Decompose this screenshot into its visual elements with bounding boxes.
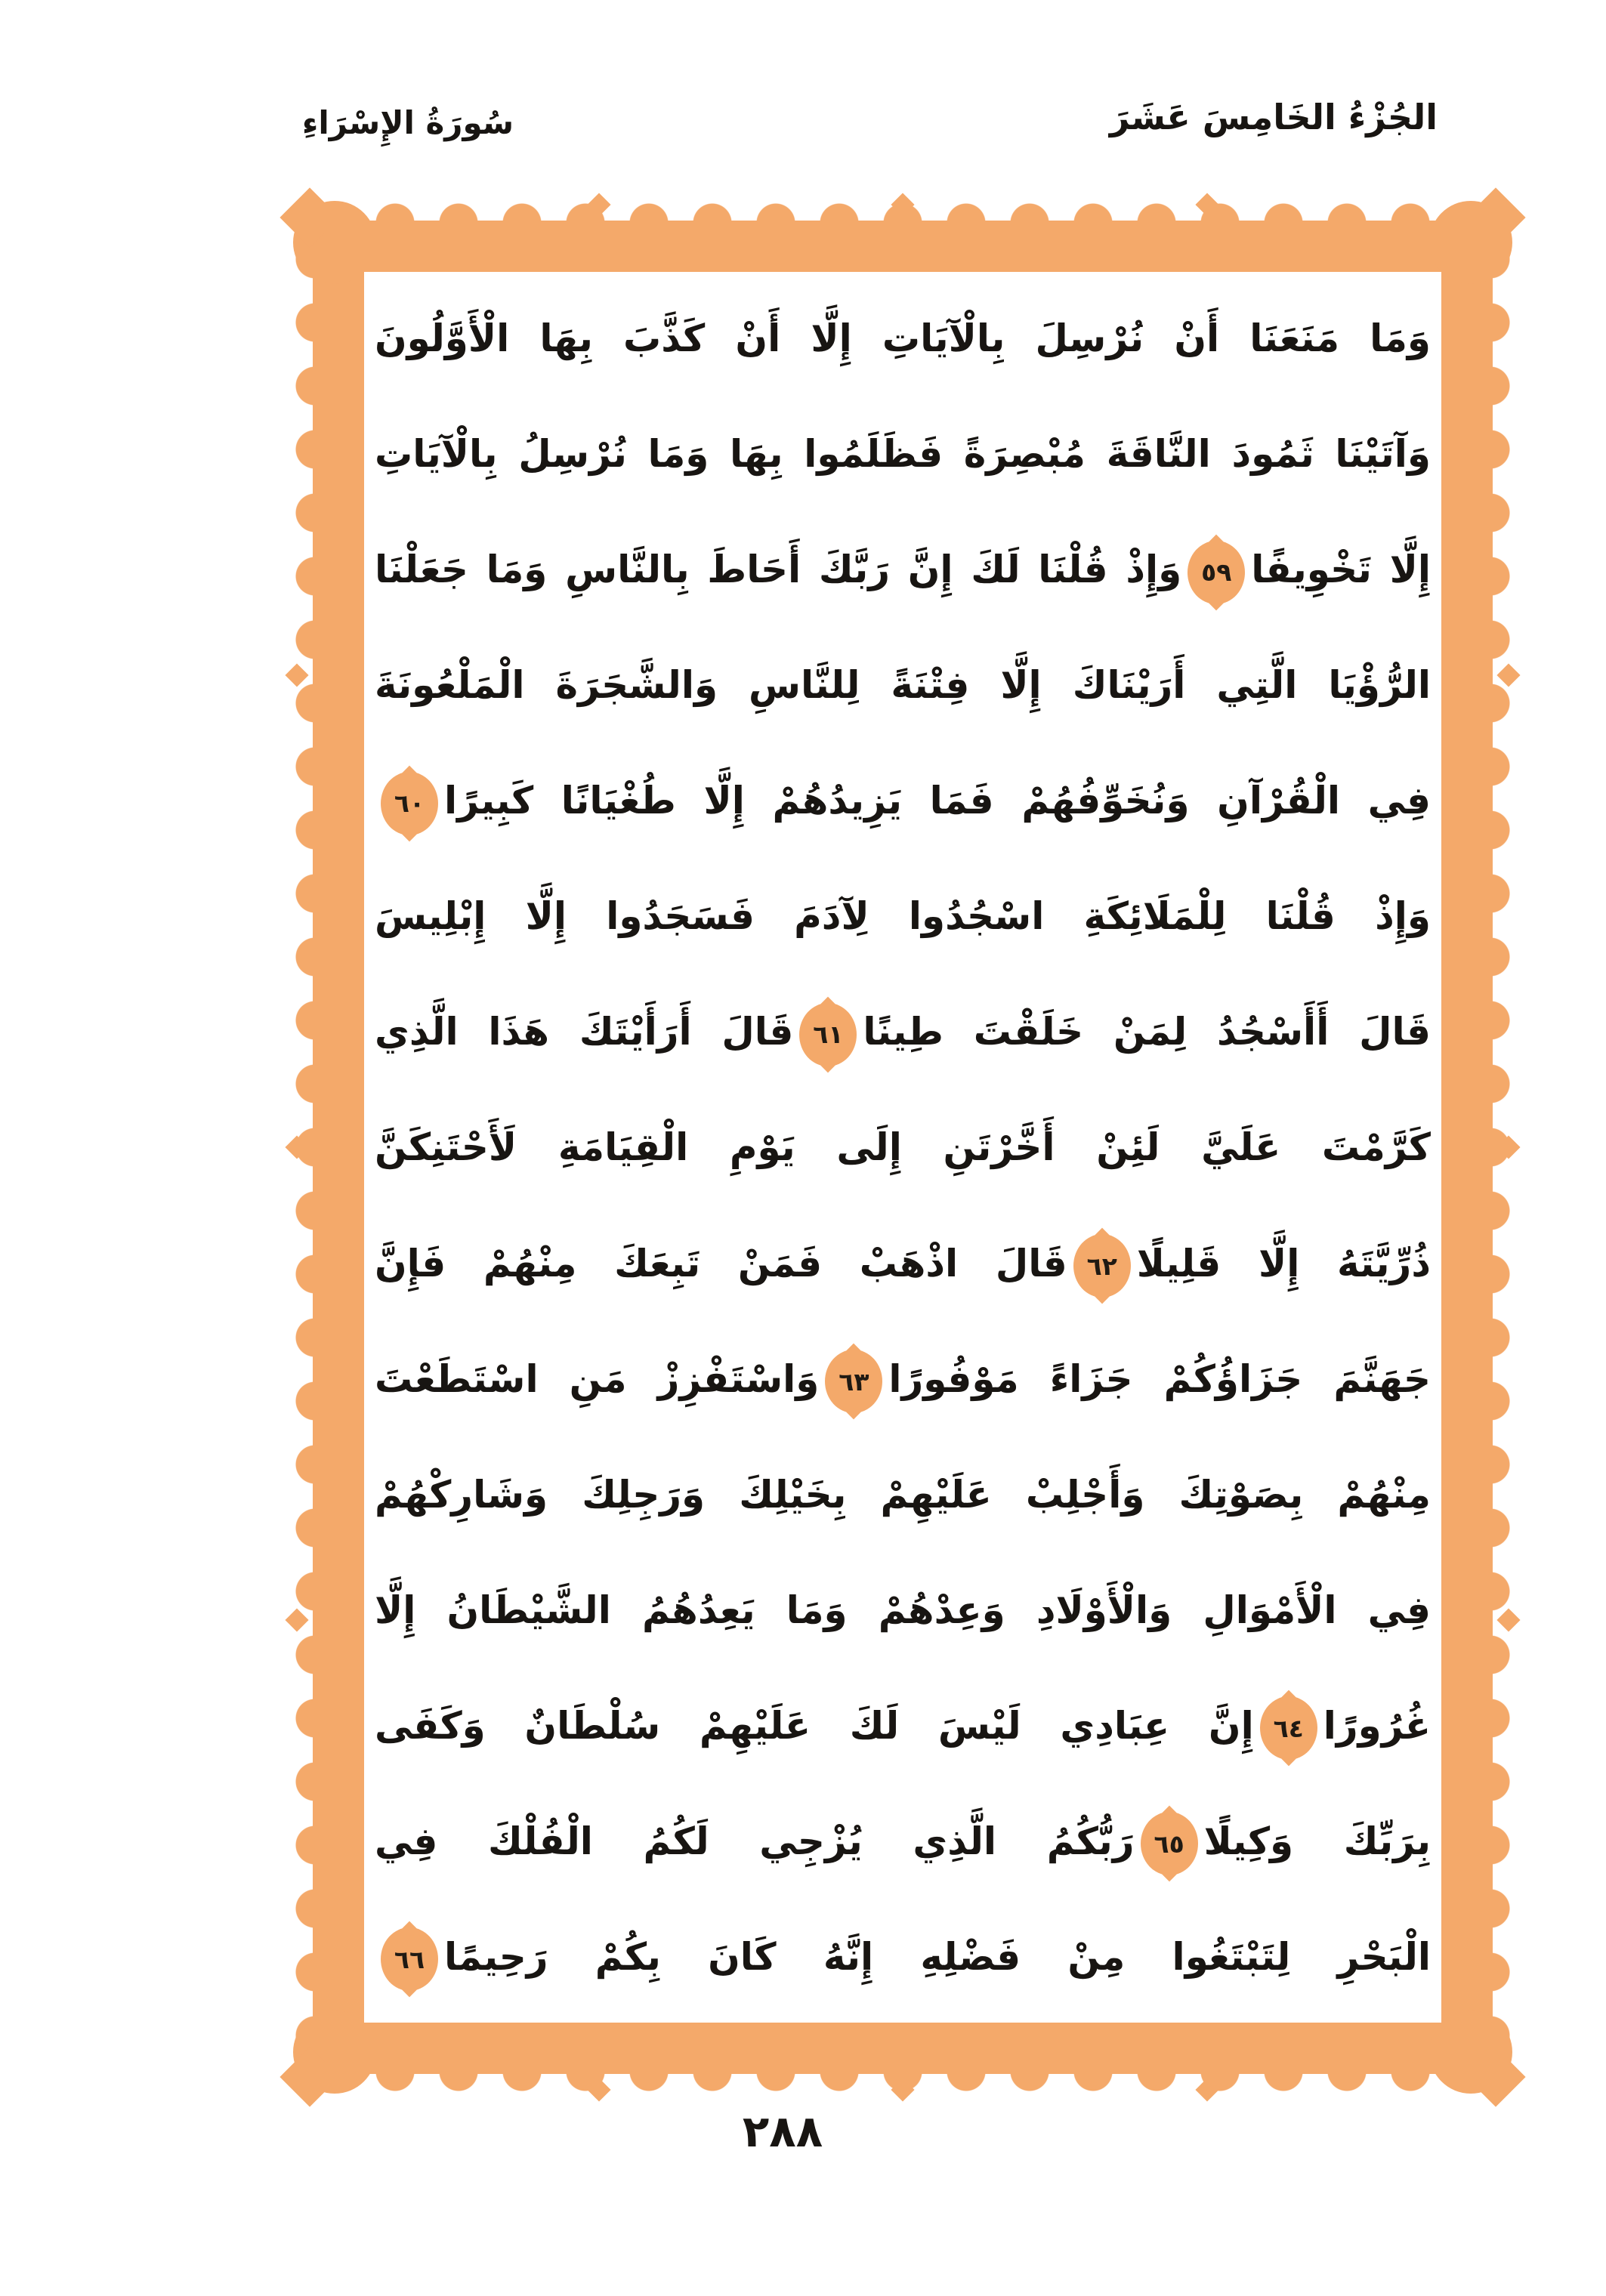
ayah-text: مِنْهُمْ بِصَوْتِكَ وَأَجْلِبْ عَلَيْهِمْ بِخَيْلِكَ وَرَجِلِكَ وَشَارِكْهُمْ	[375, 1472, 1431, 1517]
ayah-text: رَبُّكُمُ الَّذِي يُزْجِي لَكُمُ الْفُلْكَ فِي	[375, 1819, 1135, 1863]
verse-marker-rosette: ٦٠	[381, 772, 438, 835]
mushaf-line-14	[375, 1784, 1431, 1899]
mushaf-line-7	[375, 974, 1431, 1090]
mushaf-line-15	[375, 1899, 1431, 2015]
ayah-text: كَرَّمْتَ عَلَيَّ لَئِنْ أَخَّرْتَنِ إِلَى يَوْمِ الْقِيَامَةِ لَأَحْتَنِكَنَّ	[375, 1125, 1431, 1170]
ayah-text: قَالَ اذْهَبْ فَمَنْ تَبِعَكَ مِنْهُمْ فَإِنَّ	[375, 1241, 1067, 1285]
verse-marker-rosette: ٦٦	[381, 1927, 438, 1991]
ayah-text: جَهَنَّمَ جَزَاؤُكُمْ جَزَاءً مَوْفُورًا	[888, 1356, 1432, 1401]
verse-marker-rosette: ٦٤	[1260, 1696, 1317, 1760]
mushaf-line-2	[375, 397, 1431, 512]
ayah-text: وَاسْتَفْزِزْ مَنِ اسْتَطَعْتَ	[375, 1356, 820, 1401]
ayah-text: الرُّؤْيَا الَّتِي أَرَيْنَاكَ إِلَّا فِتْنَةً لِلنَّاسِ وَالشَّجَرَةَ الْمَلْعُونَةَ	[375, 663, 1431, 708]
verse-marker-rosette: ٦٥	[1141, 1812, 1198, 1875]
surah-header: سُورَةُ الإِسْرَاءِ	[301, 104, 514, 141]
ayah-text: الْبَحْرِ لِتَبْتَغُوا مِنْ فَضْلِهِ إِنَّهُ كَانَ بِكُمْ رَحِيمًا	[444, 1934, 1431, 1979]
mushaf-line-13	[375, 1668, 1431, 1784]
ayah-text: قَالَ أَرَأَيْتَكَ هَذَا الَّذِي	[375, 1010, 794, 1054]
mushaf-line-3	[375, 512, 1431, 628]
juz-header: الجُزْءُ الخَامِسَ عَشَرَ	[1109, 97, 1438, 137]
ayah-text: فِي الْقُرْآنِ وَنُخَوِّفُهُمْ فَمَا يَزِيدُهُمْ إِلَّا طُغْيَانًا كَبِيرًا	[444, 779, 1431, 823]
page-number: ٢٨٨	[742, 2106, 823, 2157]
verse-marker-rosette: ٦٣	[825, 1350, 882, 1413]
mushaf-line-12	[375, 1553, 1431, 1668]
ayah-text: وَإِذْ قُلْنَا لِلْمَلَائِكَةِ اسْجُدُوا لِآدَمَ فَسَجَدُوا إِلَّا إِبْلِيسَ	[375, 894, 1431, 939]
mushaf-line-4	[375, 628, 1431, 743]
ayah-text: بِرَبِّكَ وَكِيلًا	[1203, 1819, 1431, 1863]
verse-marker-rosette: ٦١	[799, 1003, 857, 1066]
ayah-text: فِي الْأَمْوَالِ وَالْأَوْلَادِ وَعِدْهُمْ وَمَا يَعِدُهُمُ الشَّيْطَانُ إِلَّا	[375, 1588, 1431, 1632]
mushaf-line-9	[375, 1206, 1431, 1322]
ayah-text: إِلَّا تَخْوِيفًا	[1251, 548, 1431, 592]
mushaf-line-11	[375, 1437, 1431, 1553]
ayah-text: قَالَ أَأَسْجُدُ لِمَنْ خَلَقْتَ طِينًا	[863, 1010, 1432, 1054]
ayah-text: إِنَّ عِبَادِي لَيْسَ لَكَ عَلَيْهِمْ سُلْطَانٌ وَكَفَى	[375, 1703, 1254, 1748]
ayah-text: وَمَا مَنَعَنَا أَنْ نُرْسِلَ بِالْآيَاتِ إِلَّا أَنْ كَذَّبَ بِهَا الْأَوَّلُونَ	[375, 316, 1431, 360]
ayah-text: ذُرِّيَّتَهُ إِلَّا قَلِيلًا	[1136, 1241, 1431, 1285]
mushaf-line-10	[375, 1322, 1431, 1437]
verse-marker-rosette: ٥٩	[1188, 541, 1245, 604]
ayah-text: غُرُورًا	[1323, 1703, 1431, 1748]
ornamental-border	[295, 202, 1511, 2092]
ayah-text: وَآتَيْنَا ثَمُودَ النَّاقَةَ مُبْصِرَةً فَظَلَمُوا بِهَا وَمَا نُرْسِلُ بِالْآيَاتِ	[375, 432, 1431, 477]
ayah-text: وَإِذْ قُلْنَا لَكَ إِنَّ رَبَّكَ أَحَاطَ بِالنَّاسِ وَمَا جَعَلْنَا	[375, 548, 1182, 592]
quran-text-block	[364, 272, 1441, 2023]
mushaf-line-6	[375, 859, 1431, 974]
mushaf-line-5	[375, 743, 1431, 859]
mushaf-line-1	[375, 281, 1431, 397]
verse-marker-rosette: ٦٢	[1073, 1234, 1131, 1298]
mushaf-line-8	[375, 1090, 1431, 1205]
